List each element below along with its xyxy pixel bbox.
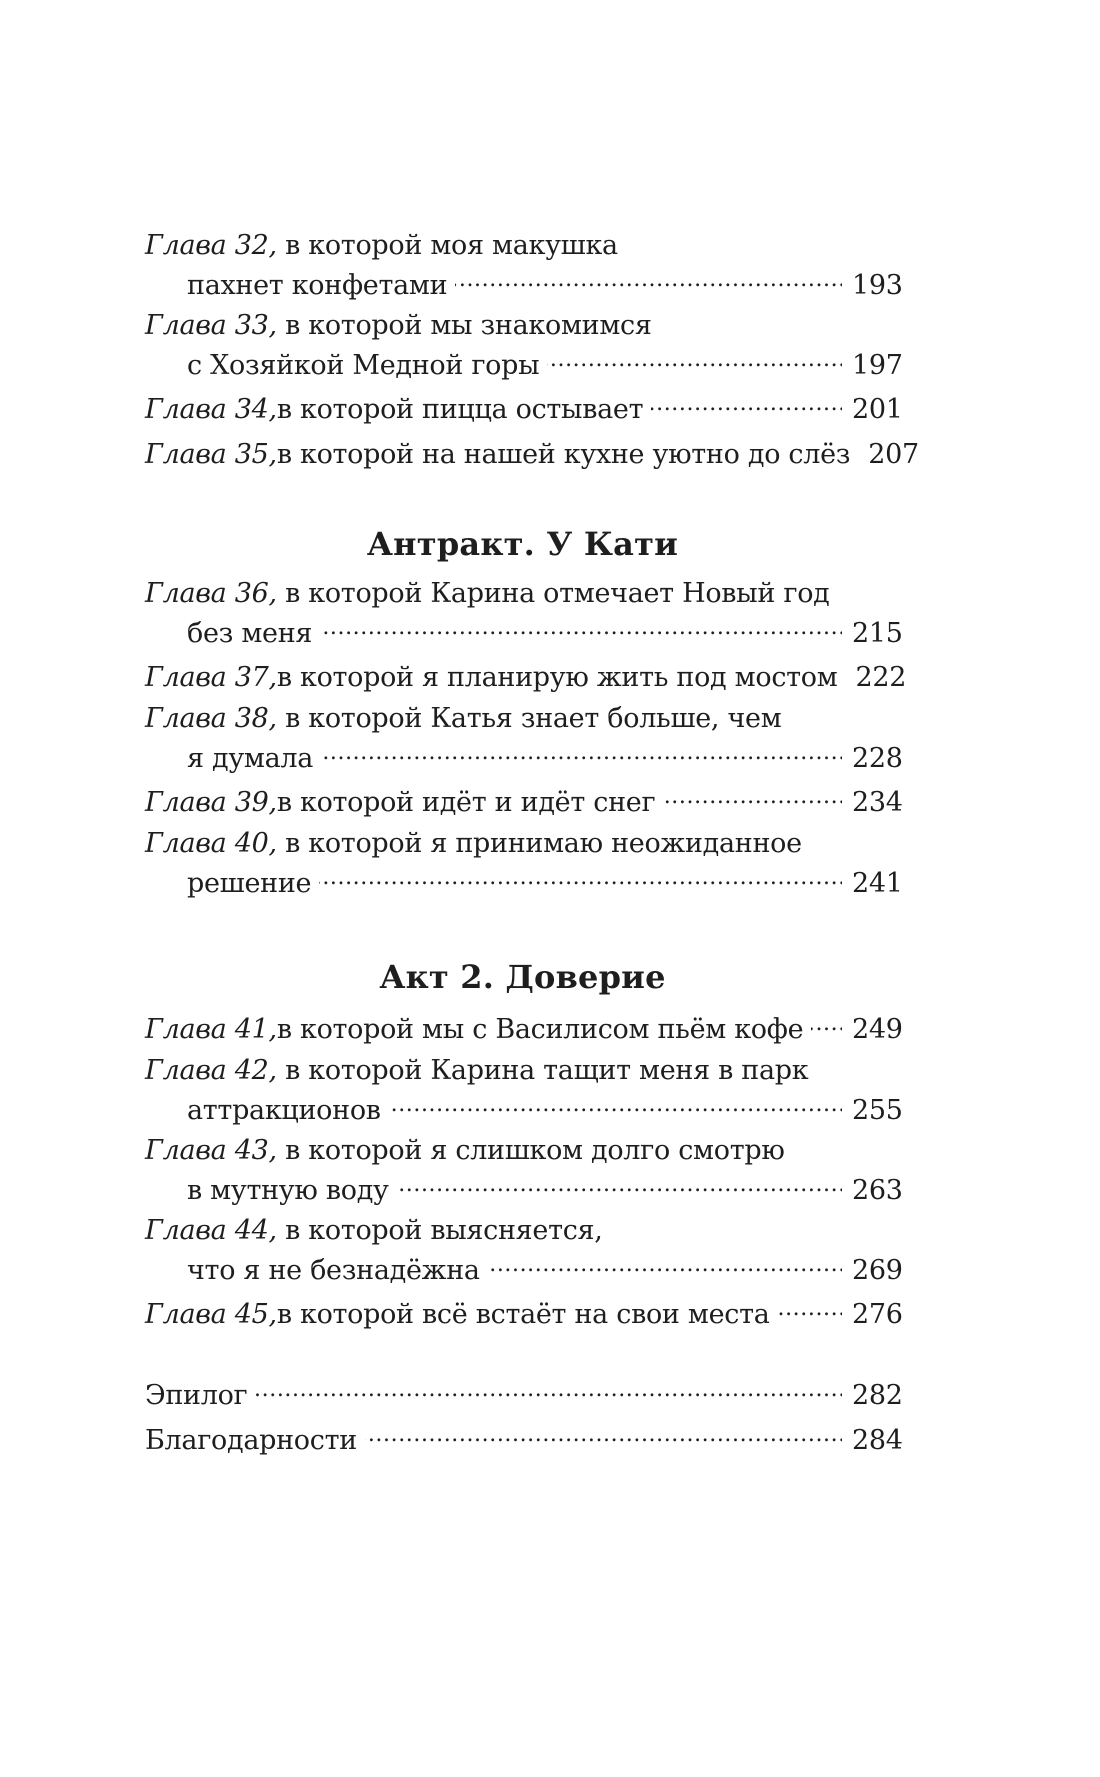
page-number: 249	[852, 1014, 903, 1045]
toc-entry-line	[145, 656, 907, 696]
toc-entry-38[interactable]	[145, 701, 903, 777]
dot-leader	[255, 1374, 842, 1404]
toc-entry-acknowledgements[interactable]	[145, 1419, 903, 1459]
chapter-number: Глава 34,	[145, 394, 277, 425]
page-number: 269	[852, 1255, 903, 1286]
dot-leader	[547, 344, 842, 374]
toc-entry-41[interactable]	[145, 1008, 903, 1048]
dot-leader	[488, 1249, 842, 1279]
toc-entry-second-line	[145, 1249, 903, 1289]
page-number: 282	[852, 1380, 903, 1411]
chapter-number: Глава 44,	[145, 1215, 277, 1246]
chapter-title: в которой пицца остывает	[276, 394, 644, 425]
chapter-title: в которой Катья знает больше, чем	[276, 703, 782, 734]
toc-entry-first-line	[145, 1213, 900, 1249]
toc-entry-39[interactable]	[145, 781, 903, 821]
dot-leader	[778, 1293, 842, 1323]
dot-leader	[321, 737, 842, 767]
toc-entry-33[interactable]	[145, 308, 903, 384]
page-number: 255	[852, 1095, 903, 1126]
chapter-number: Глава 33,	[145, 310, 277, 341]
toc-entry-34[interactable]	[145, 388, 903, 428]
page-number: 193	[852, 270, 903, 301]
toc-entry-45[interactable]	[145, 1293, 903, 1333]
toc-entry-35[interactable]	[145, 433, 919, 473]
toc-entry-second-line	[145, 737, 903, 777]
page-number: 263	[852, 1175, 903, 1206]
chapter-title: в которой выясняется,	[276, 1215, 603, 1246]
toc-entry-epilogue[interactable]	[145, 1374, 903, 1414]
toc-section-1	[145, 228, 919, 470]
dot-leader	[651, 388, 842, 418]
chapter-number: Глава 38,	[145, 703, 277, 734]
toc-entry-line	[145, 1008, 903, 1048]
chapter-title-continued: что я не безнадёжна	[187, 1255, 480, 1286]
toc-entry-second-line	[145, 1089, 903, 1129]
dot-leader	[455, 264, 842, 294]
chapter-title: в которой я планирую жить под мостом	[276, 662, 838, 693]
chapter-title: в которой Карина отмечает Новый год	[276, 578, 830, 609]
toc-entry-32[interactable]	[145, 228, 903, 308]
section-heading-act-2: Акт 2. Доверие	[379, 958, 666, 996]
dot-leader	[319, 862, 842, 892]
toc-entry-first-line	[145, 576, 900, 612]
toc-entry-second-line	[145, 264, 903, 304]
toc-entry-first-line	[145, 228, 900, 264]
chapter-title-continued: в мутную воду	[187, 1175, 389, 1206]
dot-leader	[320, 612, 842, 642]
toc-entry-second-line	[145, 862, 903, 902]
chapter-number: Глава 40,	[145, 828, 277, 859]
dot-leader	[389, 1089, 842, 1119]
chapter-title: в которой Карина тащит меня в парк	[276, 1055, 809, 1086]
toc-entry-44[interactable]	[145, 1213, 903, 1289]
dot-leader	[397, 1169, 842, 1199]
entry-title: Благодарности	[145, 1425, 357, 1456]
toc-entry-first-line	[145, 308, 900, 344]
toc-entry-42[interactable]	[145, 1053, 903, 1129]
chapter-title: в которой всё встаёт на свои места	[276, 1299, 770, 1330]
toc-entry-line	[145, 433, 919, 473]
toc-entry-40[interactable]	[145, 826, 903, 902]
toc-entry-second-line	[145, 612, 903, 652]
chapter-title: в которой мы с Василисом пьём кофе	[276, 1014, 804, 1045]
chapter-number: Глава 42,	[145, 1055, 277, 1086]
toc-entry-first-line	[145, 826, 900, 862]
page-number: 276	[852, 1299, 903, 1330]
chapter-title: в которой на нашей кухне уютно до слёз	[276, 439, 851, 470]
chapter-title-continued: без меня	[187, 618, 313, 649]
page-number: 241	[852, 868, 903, 899]
chapter-title-continued: с Хозяйкой Медной горы	[187, 350, 540, 381]
chapter-title: в которой моя макушка	[276, 230, 618, 261]
entry-title: Эпилог	[145, 1380, 248, 1411]
page-number: 197	[852, 350, 903, 381]
page-number: 207	[868, 439, 919, 470]
chapter-number: Глава 45,	[145, 1299, 277, 1330]
chapter-title-continued: аттракционов	[187, 1095, 381, 1126]
chapter-number: Глава 36,	[145, 578, 277, 609]
chapter-title: в которой я слишком долго смотрю	[276, 1135, 785, 1166]
toc-entry-line	[145, 1293, 903, 1333]
chapter-number: Глава 39,	[145, 787, 277, 818]
page-number: 215	[852, 618, 903, 649]
dot-leader	[365, 1419, 842, 1449]
section-heading-intermission: Антракт. У Кати	[366, 525, 679, 563]
chapter-number: Глава 35,	[145, 439, 277, 470]
toc-entry-43[interactable]	[145, 1133, 903, 1209]
chapter-title-continued: я думала	[187, 743, 314, 774]
chapter-title: в которой мы знакомимся	[276, 310, 652, 341]
page-number: 284	[852, 1425, 903, 1456]
toc-entry-36[interactable]	[145, 576, 903, 652]
dot-leader	[811, 1008, 842, 1038]
toc-entry-first-line	[145, 701, 900, 737]
toc-entry-second-line	[145, 344, 903, 384]
toc-entry-line	[145, 1419, 903, 1459]
chapter-title-continued: решение	[187, 868, 312, 899]
toc-entry-line	[145, 388, 903, 428]
page-number: 222	[855, 662, 907, 693]
toc-entry-first-line	[145, 1053, 900, 1089]
chapter-number: Глава 41,	[145, 1014, 277, 1045]
toc-entry-37[interactable]	[145, 656, 907, 696]
chapter-number: Глава 43,	[145, 1135, 277, 1166]
chapter-title-continued: пахнет конфетами	[187, 270, 448, 301]
toc-entry-line	[145, 781, 903, 821]
toc-entry-first-line	[145, 1133, 900, 1169]
toc-entry-line	[145, 1374, 903, 1414]
toc-entry-second-line	[145, 1169, 903, 1209]
chapter-title: в которой я принимаю неожиданное	[276, 828, 802, 859]
dot-leader	[663, 781, 842, 811]
chapter-title: в которой идёт и идёт снег	[276, 787, 656, 818]
page-number: 201	[852, 394, 903, 425]
chapter-number: Глава 32,	[145, 230, 277, 261]
page-number: 234	[852, 787, 903, 818]
chapter-number: Глава 37,	[145, 662, 277, 693]
page-number: 228	[852, 743, 903, 774]
